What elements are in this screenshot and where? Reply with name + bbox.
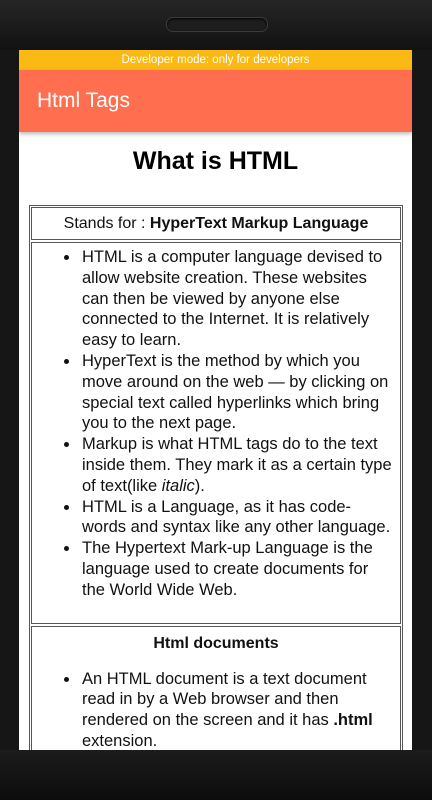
list-item — [80, 497, 394, 539]
list-item — [80, 434, 394, 496]
list-item — [80, 669, 394, 750]
list-item — [80, 538, 394, 600]
phone-bottom-bezel — [0, 750, 432, 800]
extension-text: .html — [333, 711, 373, 730]
italic-example: italic — [161, 476, 195, 495]
content-area[interactable] — [19, 144, 412, 750]
list-item-text: Markup is what HTML tags do to the text inside them. They mark it as a certain type of text(like — [82, 435, 392, 495]
page-title: What is HTML — [132, 147, 299, 175]
list-item-text: ). — [194, 476, 205, 495]
stands-for-value: HyperText Markup Language — [149, 215, 369, 232]
app-screen — [19, 50, 412, 750]
info-table — [29, 205, 403, 750]
documents-cell — [31, 626, 401, 750]
definition-cell — [31, 242, 401, 624]
definition-list — [32, 243, 400, 623]
list-item-text: HTML is a computer language devised to allow website creation. These websites can then be viewed by anyone else connected to the Internet. It is relatively easy to learn. — [82, 248, 383, 350]
stands-for-label: Stands for : — [63, 215, 150, 232]
documents-list — [32, 665, 400, 750]
speaker-grille — [166, 17, 268, 32]
developer-mode-banner: Developer mode: only for developers — [19, 50, 412, 70]
list-item-text: HTML is a Language, as it has code-words and syntax like any other language. — [82, 497, 391, 537]
list-item-text: extension. — [82, 731, 158, 750]
documents-section-title: Html documents — [153, 634, 279, 652]
phone-top-bezel — [0, 0, 432, 50]
list-item — [80, 247, 394, 351]
list-item-text: An HTML document is a text document read in by a Web browser and then rendered on the screen and it has — [82, 669, 367, 730]
app-bar — [19, 70, 412, 132]
list-item-text: HyperText is the method by which you move around on the web — by clicking on special text called hyperlinks which bring you to the next page. — [82, 351, 389, 433]
list-item-text: The Hypertext Mark-up Language is the language used to create documents for the World Wide Web. — [82, 539, 373, 599]
app-bar-title: Html Tags — [37, 89, 130, 112]
stands-for-cell — [31, 207, 401, 240]
list-item — [80, 351, 394, 434]
